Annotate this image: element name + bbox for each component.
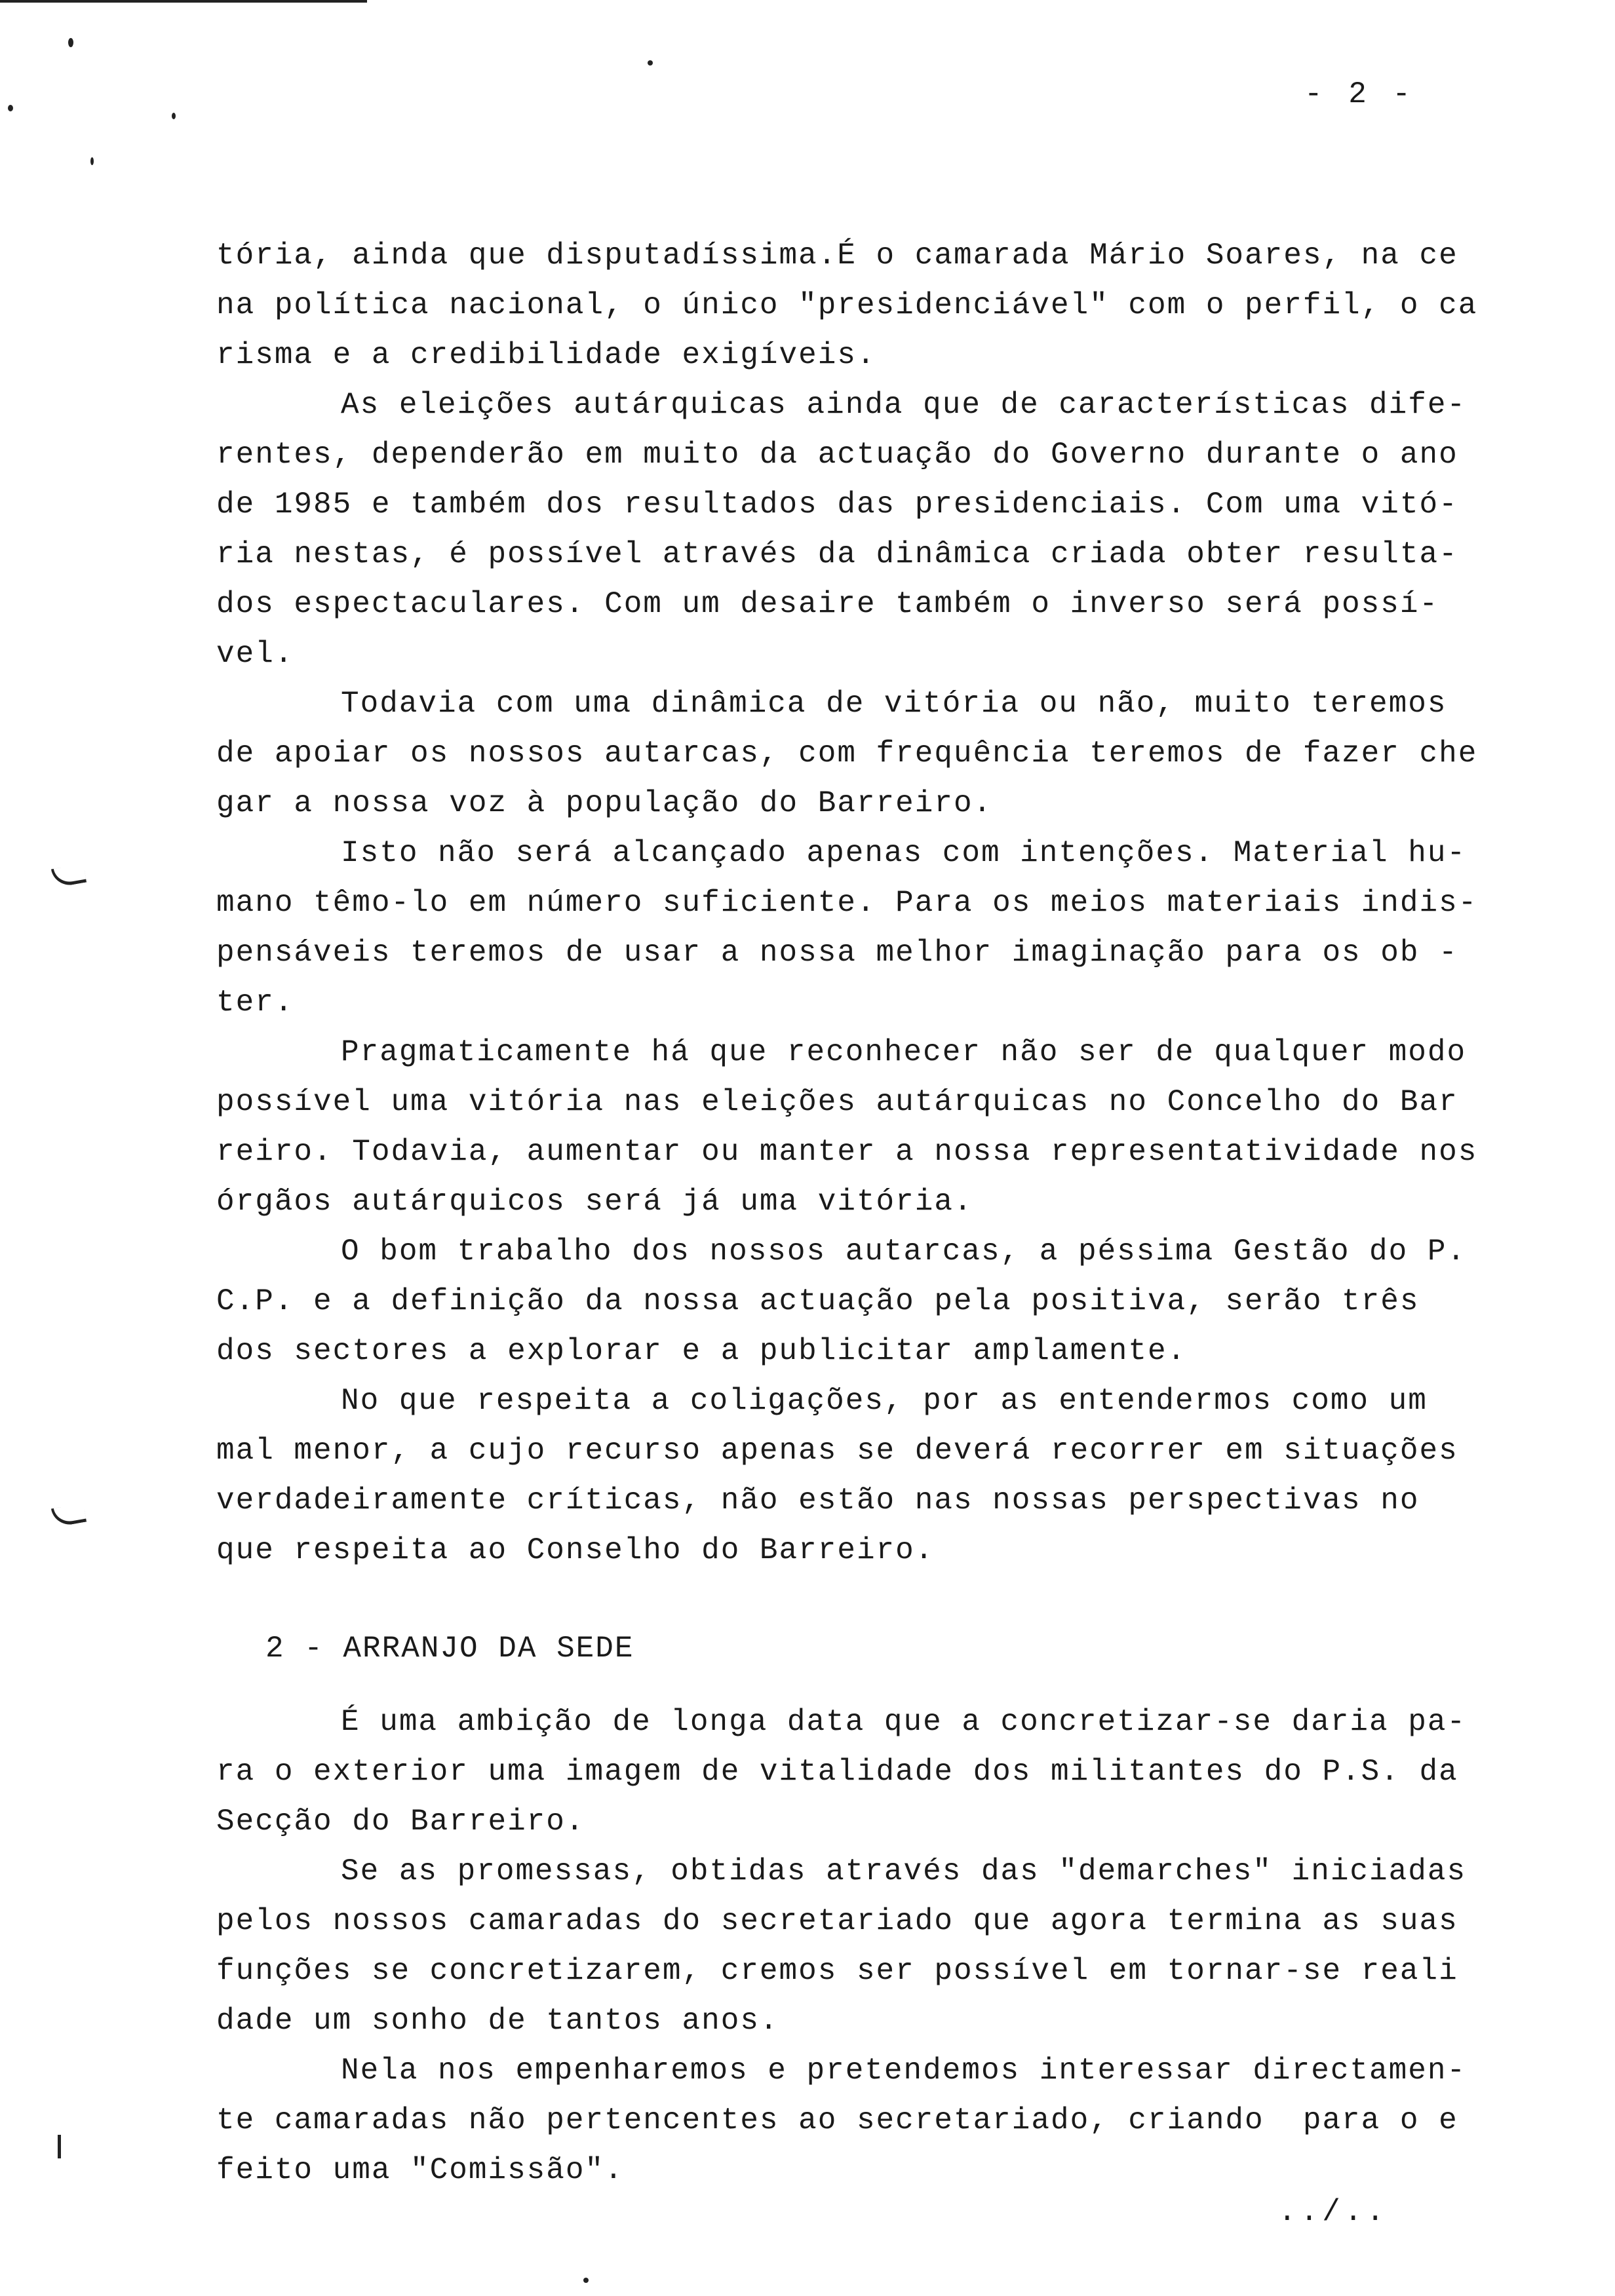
text-line: Se as promessas, obtidas através das "demarches" iniciadas: [341, 1854, 1467, 1888]
text-line: de 1985 e também dos resultados das presidenciais. Com uma vitó-: [216, 488, 1458, 522]
body-text-bottom: [216, 1697, 1540, 2195]
scan-speck: [68, 38, 73, 47]
text-line: Pragmaticamente há que reconhecer não ser de qualquer modo: [341, 1035, 1467, 1069]
paragraph: [216, 1376, 1540, 1575]
text-line: dos espectaculares. Com um desaire também o inverso será possí-: [216, 587, 1439, 621]
text-line: verdadeiramente críticas, não estão nas nossas perspectivas no: [216, 1483, 1420, 1518]
paragraph: [216, 679, 1540, 828]
text-line: ra o exterior uma imagem de vitalidade dos militantes do P.S. da: [216, 1755, 1458, 1789]
margin-mark: [51, 1503, 87, 1527]
text-line: te camaradas não pertencentes ao secretariado, criando para o e: [216, 2103, 1458, 2137]
text-line: de apoiar os nossos autarcas, com frequência teremos de fazer che: [216, 737, 1478, 771]
text-line: mano têmo-lo em número suficiente. Para os meios materiais indis-: [216, 886, 1478, 920]
text-line: possível uma vitória nas eleições autárquicas no Concelho do Bar: [216, 1085, 1458, 1119]
text-line: Nela nos empenharemos e pretendemos interessar directamen-: [341, 2054, 1467, 2088]
text-line: que respeita ao Conselho do Barreiro.: [216, 1533, 935, 1567]
scan-speck: [583, 2278, 589, 2283]
paragraph: [216, 380, 1540, 679]
text-line: Isto não será alcançado apenas com intenções. Material hu-: [341, 836, 1467, 870]
text-line: tória, ainda que disputadíssima.É o camarada Mário Soares, na ce: [216, 239, 1458, 273]
text-line: C.P. e a definição da nossa actuação pela positiva, serão três: [216, 1284, 1420, 1318]
text-line: na política nacional, o único "presidenciável" com o perfil, o ca: [216, 288, 1478, 322]
text-line: reiro. Todavia, aumentar ou manter a nossa representatividade nos: [216, 1135, 1478, 1169]
text-line: vel.: [216, 637, 294, 671]
scan-speck: [90, 157, 94, 165]
scan-top-edge: [0, 0, 367, 3]
text-line: As eleições autárquicas ainda que de características dife-: [341, 388, 1467, 422]
margin-mark: [58, 2135, 61, 2158]
paragraph: [216, 828, 1540, 1027]
text-line: pelos nossos camaradas do secretariado que agora termina as suas: [216, 1904, 1458, 1938]
text-line: funções se concretizarem, cremos ser possível em tornar-se reali: [216, 1954, 1458, 1988]
body-text-top: [216, 231, 1540, 1575]
paragraph: [216, 1697, 1540, 1846]
text-line: dade um sonho de tantos anos.: [216, 2004, 779, 2038]
text-line: dos sectores a explorar e a publicitar amplamente.: [216, 1334, 1187, 1368]
text-line: gar a nossa voz à população do Barreiro.: [216, 786, 993, 820]
paragraph: [216, 231, 1540, 380]
paragraph: [216, 1027, 1540, 1227]
section-heading: 2 - ARRANJO DA SEDE: [265, 1632, 634, 1666]
text-line: mal menor, a cujo recurso apenas se deverá recorrer em situações: [216, 1434, 1458, 1468]
paragraph: [216, 2046, 1540, 2195]
text-line: pensáveis teremos de usar a nossa melhor imaginação para os ob -: [216, 936, 1458, 970]
continuation-mark: ../..: [1278, 2195, 1389, 2229]
text-line: órgãos autárquicos será já uma vitória.: [216, 1185, 973, 1219]
margin-mark: [51, 864, 87, 888]
text-line: ria nestas, é possível através da dinâmica criada obter resulta-: [216, 537, 1458, 571]
text-line: Secção do Barreiro.: [216, 1805, 585, 1839]
text-line: É uma ambição de longa data que a concretizar-se daria pa-: [341, 1705, 1467, 1739]
text-line: Todavia com uma dinâmica de vitória ou não, muito teremos: [341, 687, 1447, 721]
text-line: feito uma "Comissão".: [216, 2153, 624, 2187]
scan-speck: [172, 113, 176, 119]
scan-speck: [648, 60, 653, 66]
paragraph: [216, 1846, 1540, 2046]
page-number: - 2 -: [1304, 77, 1415, 111]
text-line: ter.: [216, 985, 294, 1020]
text-line: risma e a credibilidade exigíveis.: [216, 338, 876, 372]
text-line: O bom trabalho dos nossos autarcas, a péssima Gestão do P.: [341, 1234, 1467, 1269]
scan-speck: [8, 105, 13, 111]
text-line: No que respeita a coligações, por as entendermos como um: [341, 1384, 1428, 1418]
paragraph: [216, 1227, 1540, 1376]
text-line: rentes, dependerão em muito da actuação do Governo durante o ano: [216, 438, 1458, 472]
